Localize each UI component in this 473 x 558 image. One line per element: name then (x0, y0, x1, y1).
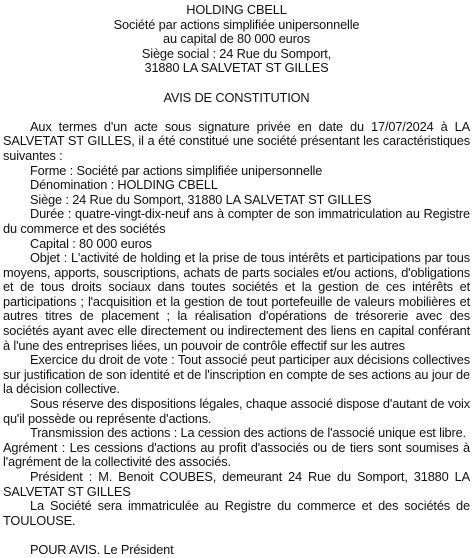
company-header (3, 3, 470, 76)
paragraph-votes: Sous réserve des dispositions légales, chaque associé dispose d'autant de voix qu'il possède ou représente d'actions. (3, 396, 470, 426)
paragraph-president: Président : M. Benoit COUBES, demeurant 24 Rue du Somport, 31880 LA SALVETAT ST GILLES (3, 469, 470, 499)
company-form: Société par actions simplifiée unipersonnelle (113, 16, 360, 32)
paragraph-seat: Siège : 24 Rue du Somport, 31880 LA SALVETAT ST GILLES (30, 191, 372, 207)
paragraph-voting: Exercice du droit de vote : Tout associé peut participer aux décisions collectives sur justification de son identité et de l'inscription en compte de ses actions au jour de la décision collective. (3, 352, 470, 397)
paragraph-intro: Aux termes d'un acte sous signature privée en date du 17/07/2024 à LA SALVETAT ST GILLES, il a été constitué une société présentant les caractéristiques suivantes : (3, 118, 470, 163)
paragraph-name: Dénomination : HOLDING CBELL (30, 177, 218, 193)
notice-title: AVIS DE CONSTITUTION (163, 89, 310, 105)
company-seat: Siège social : 24 Rue du Somport, (141, 45, 332, 61)
spacer (3, 528, 470, 543)
spacer (3, 76, 470, 91)
notice-body (3, 120, 470, 529)
company-name: HOLDING CBELL (186, 2, 287, 17)
spacer (3, 105, 470, 120)
paragraph-transfer: Transmission des actions : La cession des actions de l'associé unique est libre. (30, 425, 466, 441)
paragraph-registration: La Société sera immatriculée au Registre du commerce et des sociétés de TOULOUSE. (3, 498, 470, 528)
company-city: 31880 LA SALVETAT ST GILLES (144, 60, 329, 76)
signature: POUR AVIS. Le Président (30, 541, 174, 557)
paragraph-form: Forme : Société par actions simplifiée unipersonnelle (30, 162, 323, 178)
paragraph-duration: Durée : quatre-vingt-dix-neuf ans à compter de son immatriculation au Registre du commerce et des sociétés (3, 206, 470, 236)
paragraph-approval: Agrément : Les cessions d'actions au profit d'associés ou de tiers sont soumises à l'agrément de la collectivité des associés. (3, 439, 470, 470)
paragraph-capital: Capital : 80 000 euros (30, 235, 152, 251)
paragraph-object: Objet : L'activité de holding et la prise de tous intérêts et participations par tous moyens, apports, souscriptions, achats de parts sociales et/ou actions, d'obligations et de tous droits sociaux dans toutes sociétés et la gestion de ces intérêts et participations ; l'acquisition et la gestion de tout portefeuille de valeurs mobilières et autres titres de placement ; la réalisation d'opérations de trésorerie avec des sociétés ayant avec elle directement ou indirectement des liens en capital conférant à l'une des entreprises liées, un pouvoir de contrôle effectif sur les autres (3, 250, 470, 353)
company-capital: au capital de 80 000 euros (163, 31, 310, 47)
